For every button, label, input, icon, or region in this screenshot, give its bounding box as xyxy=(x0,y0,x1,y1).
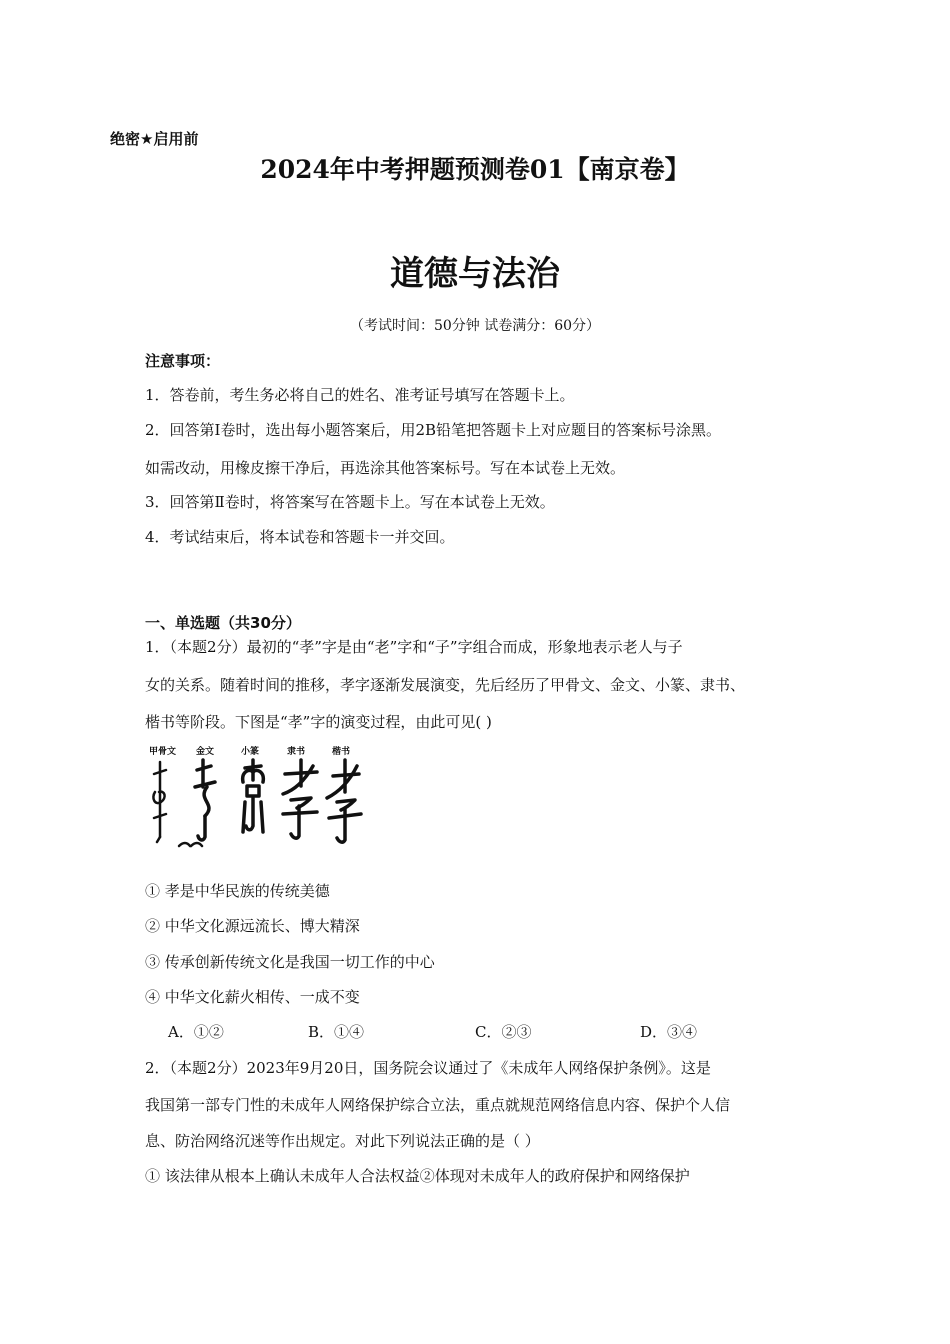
notice-item: 1．答卷前，考生务必将自己的姓名、准考证号填写在答题卡上。 xyxy=(145,386,575,404)
regular-glyph xyxy=(327,760,361,842)
q1-option-c: C．②③ xyxy=(475,1023,532,1041)
seal-glyph xyxy=(243,760,264,832)
notice-item: 如需改动，用橡皮擦干净后，再选涂其他答案标号。写在本试卷上无效。 xyxy=(145,459,626,477)
question-1-line: 楷书等阶段。下图是“孝”字的演变过程，由此可见( ) xyxy=(145,713,492,731)
figure-label-seal: 小篆 xyxy=(241,747,260,757)
notice-item: 3．回答第Ⅱ卷时，将答案写在答题卡上。写在本试卷上无效。 xyxy=(145,493,555,511)
figure-label-bronze: 金文 xyxy=(196,747,215,757)
q1-statement: ③ 传承创新传统文化是我国一切工作的中心 xyxy=(145,953,435,971)
q1-statement: ① 孝是中华民族的传统美德 xyxy=(145,882,330,900)
notice-item: 4．考试结束后，将本试卷和答题卡一并交回。 xyxy=(145,528,455,546)
figure-label-regular: 楷书 xyxy=(332,747,351,757)
xiao-character-evolution-figure xyxy=(145,742,370,852)
exam-time-info: （考试时间：50分钟 试卷满分：60分） xyxy=(349,318,601,334)
clerical-glyph xyxy=(283,760,317,838)
subject-title: 道德与法治 xyxy=(390,254,560,294)
confidential-label: 绝密★启用前 xyxy=(110,130,199,148)
q1-statement: ④ 中华文化薪火相传、一成不变 xyxy=(145,988,360,1006)
q1-statement: ② 中华文化源远流长、博大精深 xyxy=(145,917,360,935)
question-2-line: 息、防治网络沉迷等作出规定。对此下列说法正确的是（ ） xyxy=(145,1132,540,1150)
q1-option-b: B．①④ xyxy=(308,1023,365,1041)
bronze-glyph xyxy=(179,760,215,846)
figure-label-clerical: 隶书 xyxy=(287,747,306,757)
question-1-line: 1．（本题2分）最初的“孝”字是由“老”字和“子”字组合而成，形象地表示老人与子 xyxy=(145,638,683,656)
question-2-line: 我国第一部专门性的未成年人网络保护综合立法，重点就规范网络信息内容、保护个人信 xyxy=(145,1096,731,1114)
exam-title: 2024年中考押题预测卷01【南京卷】 xyxy=(260,155,690,184)
figure-label-oracle: 甲骨文 xyxy=(149,747,177,757)
q1-option-a: A．①② xyxy=(168,1023,224,1041)
question-1-line: 女的关系。随着时间的推移，孝字逐渐发展演变，先后经历了甲骨文、金文、小篆、隶书、 xyxy=(145,676,746,694)
notice-item: 2．回答第Ⅰ卷时，选出每小题答案后，用2B铅笔把答题卡上对应题目的答案标号涂黑。 xyxy=(145,421,722,439)
q1-option-d: D．③④ xyxy=(640,1023,698,1041)
oracle-glyph xyxy=(153,762,166,842)
question-2-line: 2．（本题2分）2023年9月20日，国务院会议通过了《未成年人网络保护条例》。这是 xyxy=(145,1059,711,1077)
question-2-line: ① 该法律从根本上确认未成年人合法权益②体现对未成年人的政府保护和网络保护 xyxy=(145,1167,690,1185)
notice-heading: 注意事项： xyxy=(145,352,221,370)
section-heading: 一、单选题（共30分） xyxy=(145,614,301,632)
